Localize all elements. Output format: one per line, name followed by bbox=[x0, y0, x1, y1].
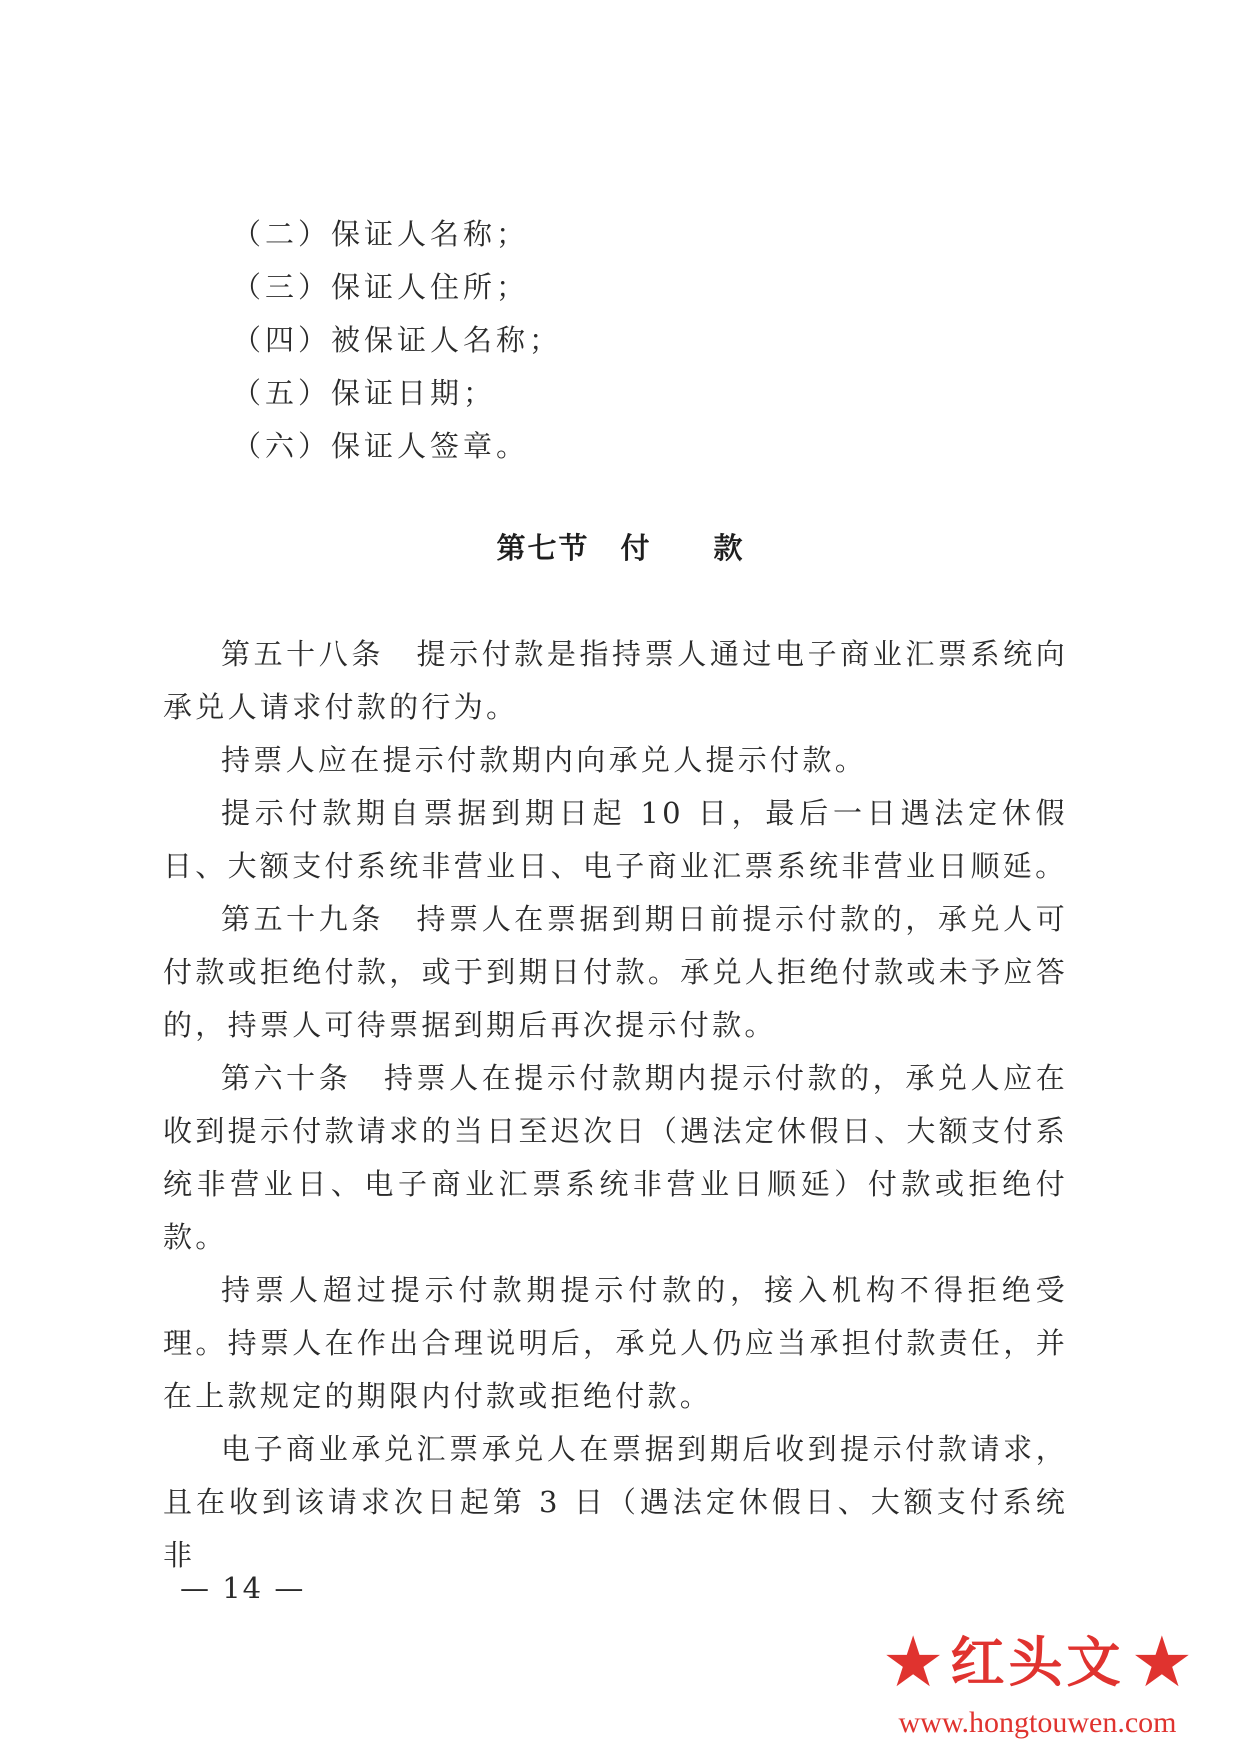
paragraph: 持票人超过提示付款期提示付款的，接入机构不得拒绝受理。持票人在作出合理说明后，承兑人仍应当承担付款责任，并在上款规定的期限内付款或拒绝付款。 bbox=[163, 1273, 1068, 1413]
paragraph: 第六十条 持票人在提示付款期内提示付款的，承兑人应在收到提示付款请求的当日至迟次日（遇法定休假日、大额支付系统非营业日、电子商业汇票系统非营业日顺延）付款或拒绝付款。 bbox=[163, 1061, 1068, 1254]
page-number: — 14 — bbox=[180, 1571, 306, 1605]
list-item: （五）保证日期； bbox=[232, 376, 497, 410]
paragraph: 持票人应在提示付款期内向承兑人提示付款。 bbox=[221, 743, 868, 777]
list-item: （三）保证人住所； bbox=[232, 270, 530, 304]
watermark-url: www.hongtouwen.com bbox=[898, 1706, 1177, 1739]
body-text bbox=[163, 628, 1068, 1582]
section-title: 第七节 付 款 bbox=[496, 531, 745, 565]
guarantee-items-list bbox=[232, 208, 932, 473]
list-item: （六）保证人签章。 bbox=[232, 429, 530, 463]
paragraph: 第五十八条 提示付款是指持票人通过电子商业汇票系统向承兑人请求付款的行为。 bbox=[163, 637, 1068, 724]
star-icon: ★ bbox=[881, 1621, 945, 1703]
star-icon: ★ bbox=[1130, 1621, 1194, 1703]
watermark-title: 红头文 bbox=[950, 1631, 1125, 1694]
watermark-title-row bbox=[840, 1621, 1235, 1703]
list-item: （二）保证人名称； bbox=[232, 217, 530, 251]
watermark-logo bbox=[840, 1621, 1235, 1750]
paragraph: 提示付款期自票据到期日起 10 日，最后一日遇法定休假日、大额支付系统非营业日、电子商业汇票系统非营业日顺延。 bbox=[163, 796, 1068, 883]
list-item: （四）被保证人名称； bbox=[232, 323, 563, 357]
paragraph: 第五十九条 持票人在票据到期日前提示付款的，承兑人可付款或拒绝付款，或于到期日付款。承兑人拒绝付款或未予应答的，持票人可待票据到期后再次提示付款。 bbox=[163, 902, 1068, 1042]
paragraph: 电子商业承兑汇票承兑人在票据到期后收到提示付款请求，且在收到该请求次日起第 3 日（遇法定休假日、大额支付系统非 bbox=[163, 1432, 1068, 1572]
